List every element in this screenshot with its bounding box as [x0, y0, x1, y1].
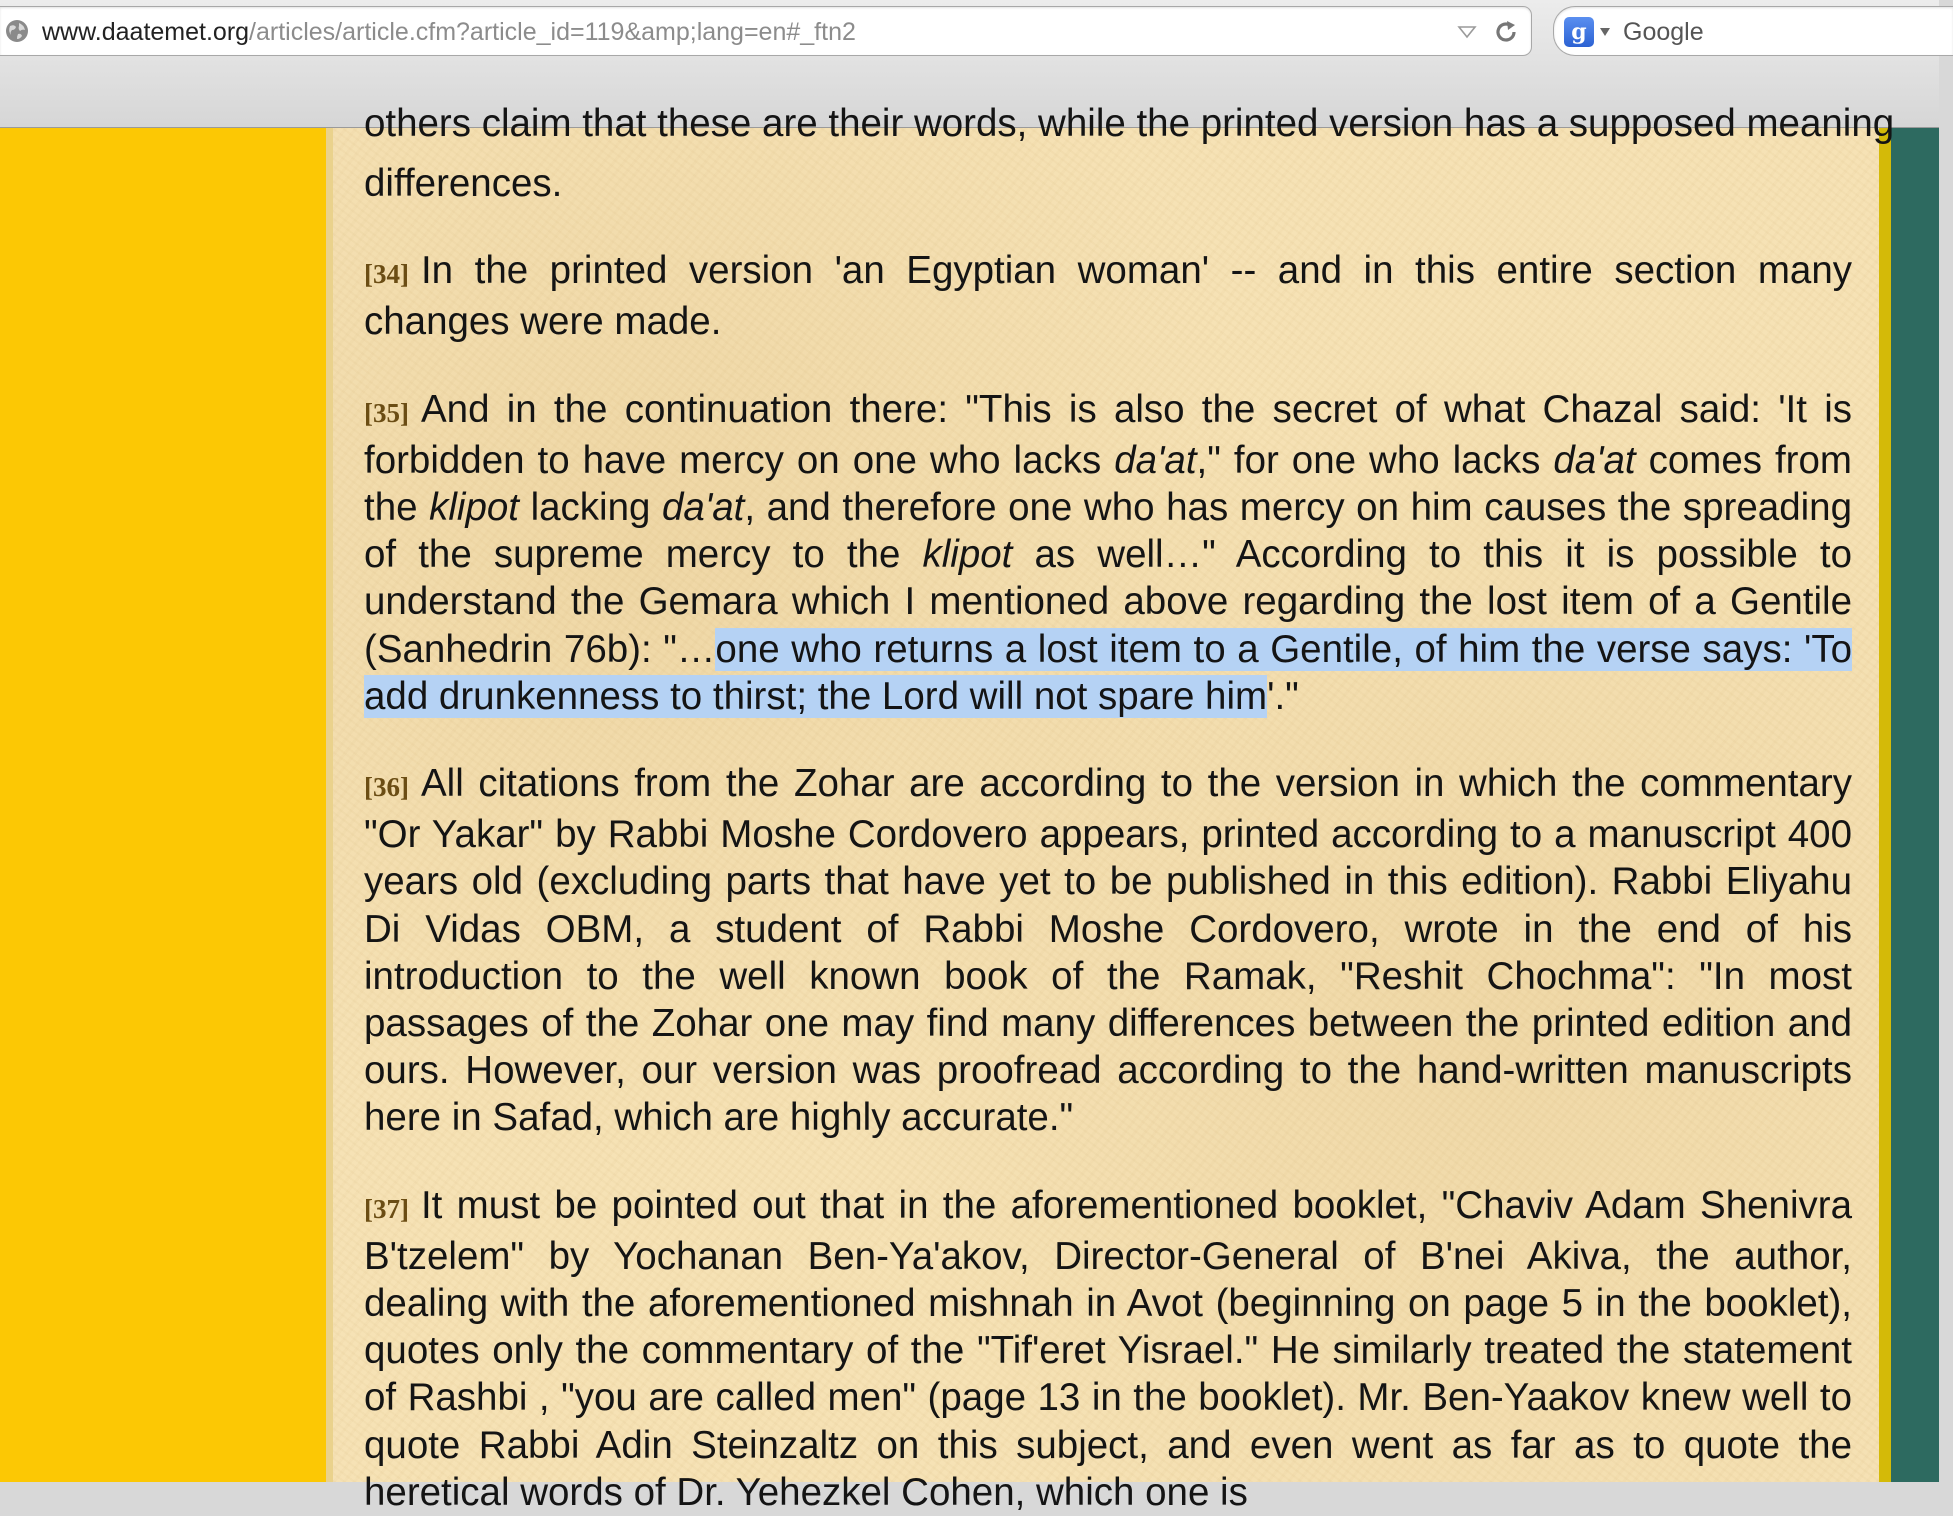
footnote-35-text-4: lacking	[519, 486, 663, 530]
footnote-35	[364, 386, 1852, 720]
footnote-link-34[interactable]: [34]	[364, 259, 409, 290]
footnote-35-text-2: ," for one who lacks	[1196, 438, 1554, 482]
footnote-link-37[interactable]: [37]	[364, 1193, 409, 1224]
clipped-text: others claim that these are their words, while the printed version has a supposed meaning	[364, 102, 1895, 145]
url-domain: www.daatemet.org	[42, 18, 250, 46]
footnote-35-italic-3: klipot	[429, 486, 519, 530]
footnote-37-text: It must be pointed out that in the aforementioned booklet, "Chaviv Adam Shenivra B'tzelem" by Yochanan Ben-Ya'akov, Director-General of B'nei Akiva, the author, dealing with the aforementioned mishnah in Avot (beginning on page 5 in the booklet), quotes only the commentary of the "Tif'eret Yisrael." He similarly treated the statement of Rashbi , "you are called men" (page 13 in the booklet). Mr. Ben-Yaakov knew well to quote Rabbi Adin Steinzaltz on this subject, and even went as far as to quote the heretical words of Dr. Yehezkel Cohen, which one is	[364, 1183, 1852, 1514]
footnotes-column	[364, 102, 1895, 1516]
article-panel	[326, 102, 1895, 1514]
footnote-35-text-7: '."	[1267, 674, 1299, 718]
right-margin-strip	[1891, 128, 1939, 1482]
footnote-link-35[interactable]: [35]	[364, 397, 409, 428]
footnote-35-text-6: as well…" According to this it is possible to understand the Gemara which I mentioned above regarding the lost item of a Gentile (Sanhedrin 76b): "…	[364, 533, 1853, 671]
chevron-down-icon[interactable]	[1599, 27, 1611, 37]
footnote-36-text: All citations from the Zohar are according to the version in which the commentary "Or Yakar" by Rabbi Moshe Cordovero appears, printed according to a manuscript 400 years old (excluding parts that have yet to be published in this edition). Rabbi Eliyahu Di Vidas OBM, a student of Rabbi Moshe Cordovero, wrote in the end of his introduction to the well known book of the Ramak, "Reshit Chochma": "In most passages of the Zohar one may find many differences between the printed edition and ours. However, our version was proofread according to the hand-written manuscripts here in Safad, which are highly accurate."	[364, 762, 1852, 1140]
footnote-link-36[interactable]: [36]	[364, 772, 409, 803]
footnote-35-italic-1: da'at	[1114, 438, 1197, 482]
selected-text-highlight[interactable]: one who returns a lost item to a Gentile, of him the verse says: 'To add drunkenness to thirst; the Lord will not spare him	[364, 627, 1852, 718]
globe-icon	[5, 19, 29, 43]
footnote-35-text-5: , and therefore one who has mercy on him causes the spreading of the supreme mercy to the	[364, 486, 1852, 577]
partial-line-top	[364, 102, 1895, 164]
footnote-34-text: In the printed version 'an Egyptian woman' -- and in this entire section many changes were made.	[364, 249, 1852, 344]
footnote-34	[364, 247, 1852, 345]
page-viewport	[0, 102, 1939, 1514]
history-dropdown-icon[interactable]	[1457, 25, 1477, 39]
footnote-carryover	[364, 160, 1852, 207]
footnote-36	[364, 760, 1852, 1142]
search-input[interactable]: Google	[1623, 18, 1704, 46]
google-engine-icon[interactable]: g	[1564, 17, 1594, 47]
address-bar[interactable]	[0, 6, 1532, 56]
footnote-35-italic-2: da'at	[1553, 438, 1636, 482]
footnote-35-italic-4: da'at	[662, 486, 745, 530]
footnote-37	[364, 1182, 1852, 1516]
reload-icon[interactable]	[1492, 18, 1520, 46]
footnote-35-italic-5: klipot	[922, 533, 1013, 577]
url-path: /articles/article.cfm?article_id=119&amp;lang=en#_ftn2	[249, 18, 856, 46]
carryover-text: differences.	[364, 162, 563, 205]
url-text[interactable]	[42, 19, 856, 45]
footnote-35-text-1: And in the continuation there: "This is also the secret of what Chazal said: 'It is forbidden to have mercy on one who lacks	[364, 387, 1852, 482]
search-bar[interactable]	[1553, 6, 1953, 56]
footnote-35-text-3: comes from the	[364, 438, 1852, 530]
